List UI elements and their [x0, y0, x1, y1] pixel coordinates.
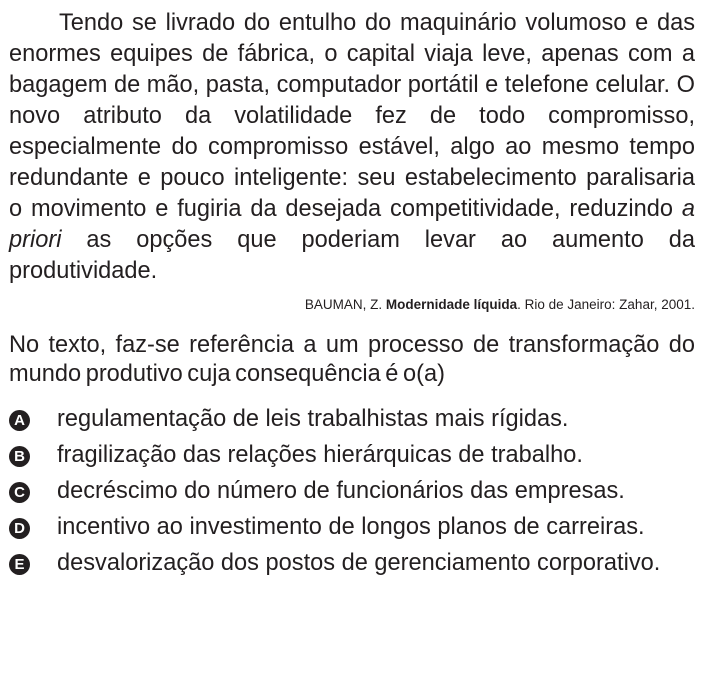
passage-text-part-2: as opções que poderiam levar ao aumento da produtividade.: [9, 227, 695, 284]
question-stem: No texto, faz-se referência a um processo de transformação do mundo produtivo cuja consequência é o(a): [9, 332, 695, 387]
option-e[interactable]: [9, 549, 695, 577]
option-text: regulamentação de leis trabalhistas mais rígidas.: [57, 406, 569, 432]
option-a[interactable]: [9, 405, 695, 433]
option-text: desvalorização dos postos de gerenciamento corporativo.: [57, 550, 661, 576]
option-letter-badge: B: [9, 446, 30, 467]
option-b[interactable]: [9, 441, 695, 469]
passage-text: [9, 8, 695, 287]
option-letter-badge: D: [9, 518, 30, 539]
citation-author: BAUMAN, Z.: [304, 297, 386, 312]
option-text: incentivo ao investimento de longos planos de carreiras.: [57, 514, 645, 540]
question-page: [9, 8, 695, 585]
citation-publication: . Rio de Janeiro: Zahar, 2001.: [517, 297, 695, 312]
option-letter-badge: A: [9, 410, 30, 431]
passage-italic-term: a priori: [9, 196, 695, 253]
option-text: decréscimo do número de funcionários das empresas.: [57, 478, 625, 504]
option-letter-badge: E: [9, 554, 30, 575]
citation: [9, 296, 695, 314]
option-text: fragilização das relações hierárquicas de trabalho.: [57, 442, 583, 468]
options-list: [9, 405, 695, 577]
citation-title: Modernidade líquida: [385, 297, 518, 312]
option-c[interactable]: [9, 477, 695, 505]
option-letter-badge: C: [9, 482, 30, 503]
option-d[interactable]: [9, 513, 695, 541]
passage-text-part-1: Tendo se livrado do entulho do maquinário volumoso e das enormes equipes de fábrica, o capital viaja leve, apenas com a bagagem de mão, pasta, computador portátil e telefone celular. O novo atributo da volatilidade fez de todo compromisso, especialmente do compromisso estável, algo ao mesmo tempo redundante e pouco inteligente: seu estabelecimento paralisaria o movimento e fugiria da desejada competitividade, reduzindo: [9, 10, 695, 222]
